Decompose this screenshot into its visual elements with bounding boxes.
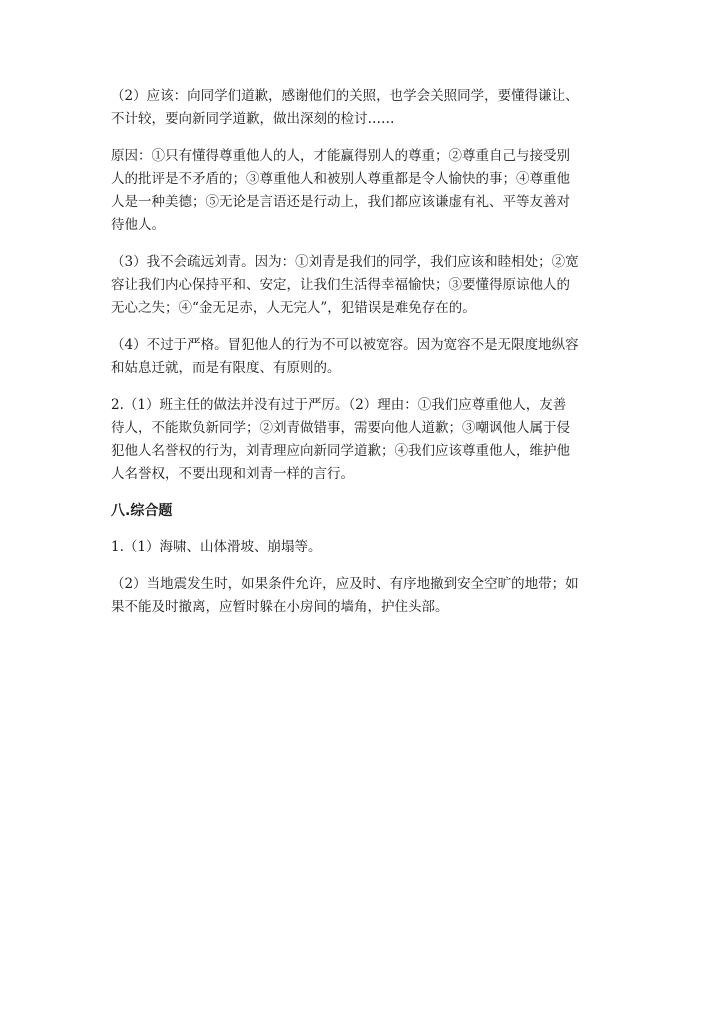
answer-paragraph-4	[111, 334, 616, 380]
text-line: 原因：①只有懂得尊重他人的人，才能赢得别人的尊重；②尊重自己与接受别	[111, 148, 570, 164]
document-content	[111, 85, 616, 633]
text-line: 和姑息迁就，而是有限度、有原则的。	[111, 360, 341, 376]
text-line: 不计较，要向新同学道歉，做出深刻的检讨……	[111, 111, 395, 127]
text-line: （2）应该：向同学们道歉，感谢他们的关照，也学会关照同学，要懂得谦让、	[111, 88, 579, 104]
text-line: 人是一种美德；⑤无论是言语还是行动上，我们都应该谦虚有礼、平等友善对	[111, 194, 570, 210]
text-line: （3）我不会疏远刘青。因为：①刘青是我们的同学，我们应该和睦相处；②宽	[111, 254, 579, 270]
text-line: 果不能及时撤离，应暂时躲在小房间的墙角，护住头部。	[111, 599, 449, 615]
text-line: 人的批评是不矛盾的；③尊重他人和被别人尊重都是令人愉快的事；④尊重他	[111, 171, 570, 187]
text-line: （4）不过于严格。冒犯他人的行为不可以被宽容。因为宽容不是无限度地纵容	[111, 337, 579, 353]
text-line: 犯他人名誉权的行为，刘青理应向新同学道歉；④我们应该尊重他人，维护他	[111, 443, 570, 459]
answer-paragraph-question-2	[111, 394, 616, 486]
answer-paragraph-3	[111, 251, 616, 320]
answer-paragraph-should	[111, 85, 616, 131]
text-line: 容让我们内心保持平和、安定，让我们生活得幸福愉快；③要懂得原谅他人的	[111, 277, 570, 293]
text-line: 2.（1）班主任的做法并没有过于严厉。（2）理由：①我们应尊重他人，友善	[111, 397, 567, 413]
section-heading: 八.综合题	[111, 503, 173, 519]
text-line: 1.（1）海啸、山体滑坡、崩塌等。	[111, 539, 322, 555]
answer-paragraph-section-1	[111, 536, 616, 559]
text-line: 待人，不能欺负新同学；②刘青做错事，需要向他人道歉；③嘲讽他人属于侵	[111, 420, 570, 436]
text-line: 待他人。	[111, 217, 165, 233]
text-line: 人名誉权，不要出现和刘青一样的言行。	[111, 466, 354, 482]
text-line: 无心之失；④“金无足赤，人无完人”，犯错误是难免存在的。	[111, 300, 476, 316]
answer-paragraph-reason	[111, 145, 616, 237]
text-line: （2）当地震发生时，如果条件允许，应及时、有序地撤到安全空旷的地带；如	[111, 576, 579, 592]
answer-paragraph-section-2	[111, 573, 616, 619]
